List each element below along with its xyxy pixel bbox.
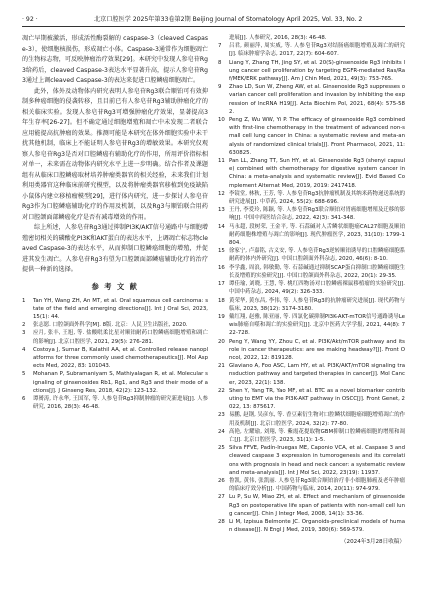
reference-item xyxy=(218,206,405,222)
reference-item xyxy=(22,321,208,329)
reference-number: 4 xyxy=(22,346,26,353)
reference-item xyxy=(218,264,405,280)
reference-text: Costoya J, Surnar B, Kalathil AA, et al. Controlled release nanoplatforms for three commonly used chemotherapeutics[J]. Mol Aspects Med, 2022, 83: 101043. xyxy=(33,346,208,370)
reference-number: 15 xyxy=(218,248,225,255)
reference-text: Zhao LD, Sun W, Zheng AW, et al. Ginsenoside Rg3 suppresses ovarian cancer cell proliferation and invasion by inhibiting the expression of lncRNA H19[J]. Acta Biochim Pol, 2021, 68(4): 575-582. xyxy=(229,84,405,115)
reference-item xyxy=(218,518,405,534)
reference-item xyxy=(218,116,405,157)
reference-item xyxy=(218,411,405,427)
reference-item xyxy=(218,190,405,206)
body-paragraph: 综上所述，人参皂苷Rg3通过抑制PI3K/AKT信号通路中与细胞增殖密切相关的磷酸化PI3K和AKT蛋白的表达水平，上调凋亡标志物cleaved Caspase-3的表达水平，从而抑制口腔鳞癌细胞的增殖，并促进其发生凋亡。人参皂苷Rg3有望为口腔颌面部鳞癌辅助化疗的治疗提供一种新的选择。 xyxy=(22,224,208,273)
reference-list-left xyxy=(22,297,208,412)
reference-text: Li M, Izpisua Belmonte JC. Organoids-preclinical models of human disease[J]. N Engl J Med, 2019, 380(6): 569-579. xyxy=(229,518,405,534)
reference-text: Tan YH, Wang ZH, An MT, et al. Oral squamous cell carcinoma: state of the field and emerging directions[J]. Int J Oral Sci, 2023, 15(1): 44. xyxy=(33,297,208,320)
reference-item xyxy=(218,223,405,248)
reference-number: 23 xyxy=(218,412,225,419)
reference-number: 19 xyxy=(218,313,225,320)
reference-text: 进展[J]. 人参研究, 2016, 28(3): 46-48. xyxy=(229,35,327,41)
reference-item xyxy=(218,59,405,84)
reference-number: 28 xyxy=(218,518,225,525)
reference-text: 谭赟涛, 许永华, 王国军, 等. 人参皂苷Rg3抑制肿瘤的研究新进展[J]. 人参研究, 2016, 28(3): 46-48. xyxy=(33,395,208,411)
page-number: · 92 · xyxy=(22,16,38,23)
reference-number: 21 xyxy=(218,363,225,370)
references-title: 参 考 文 献 xyxy=(91,281,139,291)
reference-text: Peng Z, Wu WW, Yi P. The efficacy of ginsenoside Rg3 combined with first-line chemotherapy in the treatment of advanced non-small cell lung cancer in China: a systematic review and meta-analysis of randomized clinical trials[J]. Front Pharmacol, 2021, 11: 630825. xyxy=(229,117,405,156)
reference-text: 应月, 张丰, 王旭, 等. 盐酸吡柔比星对顺铂耐药口腔鳞癌细胞增殖和凋亡的影响[J]. 北京口腔医学, 2021, 29(5): 276-281. xyxy=(33,330,208,345)
reference-item xyxy=(22,395,208,411)
reference-item xyxy=(22,297,208,322)
left-column xyxy=(22,34,208,411)
reference-text: 谭佳瑜, 刘晓, 王慧, 等. 桃红四物汤对口腔鳞癌裸鼠移植瘤的实验研究[J]. 中国中药杂志, 2024, 49(2): 326-333. xyxy=(229,281,405,296)
reference-number: 25 xyxy=(218,445,225,452)
reference-text: Lu P, Su W, Miao ZH, et al. Effect and mechanism of ginsenoside Rg3 on postoperative life span of patients with non-small cell lung cancer[J]. Chin J Integr Med, 2008, 14(1): 33-36. xyxy=(229,494,405,517)
received-date: （2024年3月28日收稿） xyxy=(340,539,405,546)
reference-text: 王丹, 李爱玲, 陈颖, 等. 人参皂苷Rg3联合顺铂对胃癌细胞增殖及迁移的影响[J]. 中国中西医结合杂志, 2022, 42(3): 341-348. xyxy=(229,207,405,222)
reference-text: 李学鑫, 周浪, 韩敏勤, 等. 石蒜碱通过抑制SCAP蛋白抑制口腔鳞癌细胞生长及增殖的实验研究[J]. 中国口腔颌面外科杂志, 2022, 20(1): 29-35. xyxy=(229,264,405,279)
reference-item xyxy=(218,157,405,190)
reference-text: 吕君, 颜丽萍, 周实威, 等. 人参皂苷Rg3对结肠癌细胞增殖及凋亡的研究[J]. 临床肿瘤学杂志, 2017, 22(7): 604-607. xyxy=(229,43,405,58)
reference-text: 鲁凯, 黄伟, 张凯丽. 人参皂苷Rg3联合顺铂治疗非小细胞肺癌及老年肿瘤的临床疗效分析[J]. 中国药物与临床, 2014, 20(11): 974-979. xyxy=(229,477,405,493)
reference-item xyxy=(218,42,405,58)
reference-text: Liang Y, Zhang TH, Jing SY, et al. 20(S)-ginsenoside Rg3 inhibits lung cancer cell proliferation by targeting EGFR-mediated Ras/Raf/MEK/ERK pathway[J]. Am J Chin Med, 2021, 49(3): 753-765. xyxy=(229,59,405,83)
reference-text: 徐家宁, 卢嘉铭, 古义安, 等. 人参皂苷Rg3逆转顺铂诱导的口腔鳞癌细胞系耐药的体内外研究[J]. 中国口腔颌面外科杂志, 2020, 46(6): 8-10. xyxy=(229,248,405,263)
reference-text: 高艳, 左耀瑜, 刘翔, 等. 紫霞花提取物GBM抑制口腔鳞癌细胞的增殖和凋亡[J]. 北京口腔医学, 2023, 31(1): 1-5. xyxy=(229,428,405,443)
reference-list-right xyxy=(218,34,405,534)
reference-number: 11 xyxy=(218,158,225,165)
reference-text: 易鹏, 赵钢, 吴彦东, 等. 香豆素衍生物对口腔鳞状细胞癌细胞增殖凋亡的作用及机制[J]. 北京口腔医学, 2024, 32(2): 77-80. xyxy=(229,412,405,427)
reference-number: 27 xyxy=(218,494,225,501)
reference-text: 李镜堂, 林秋, 王芳, 等. 人参皂苷Rg3抗肿瘤机制及其纳米药物递送系统的研究进展[J]. 中草药, 2024, 55(2): 688-696. xyxy=(229,190,405,206)
reference-item xyxy=(218,83,405,116)
reference-number: 6 xyxy=(22,395,26,402)
reference-item xyxy=(218,428,405,444)
body-paragraph: 此外，体外及动物体内研究表明人参皂苷Rg3联合顺铂可有效抑制多种癌细胞的侵袭转移，且目前已有人参皂苷Rg3辅助肿瘤化疗的相关临床实验。发现人参皂苷Rg3可增强肿瘤化疗效果，显著提高3年生存率[26-27]。但不确定通过细胞增殖和凋亡中未发现二者联合应用能提高抗肿瘤的效果。推测可能是本研究在体外细胞实验中未干扰其他机制，临床上不能证明人参皂苷Rg3的增敏效果。本研究仅观察人参皂苷Rg3是否对口腔鳞癌有辅助化疗的作用，所用评价指标相对单一，未来需在动物体内研究水平上进一步明确。结合作者及课题组有从临床口腔鳞癌取材培养肿瘤类器官的相关经验，未来我们计划利用类器官这种临床前研究模型，以及将肿瘤类器官移植到免疫缺陷小鼠体内建立移植瘤模型[29]，进行体内研究，进一步探讨人参皂苷Rg3作为口腔鳞癌辅助化疗的作用及机制，以及Rg3与顺铂联合用药对口腔颌面部鳞癌化疗是否有减毒增效的作用。 xyxy=(22,87,208,221)
reference-text: Pan LL, Zhang TT, Sun HY, et al. Ginsenoside Rg3 (shenyi capsule) combined with chemotherapy for digestive system cancer in China: a meta-analysis and systematic review[J]. Evid Based Complement Alternat Med, 2019, 2019: 2417418. xyxy=(229,158,405,189)
reference-item xyxy=(218,444,405,477)
reference-item xyxy=(218,280,405,296)
reference-item xyxy=(218,338,405,363)
reference-number: 2 xyxy=(22,322,26,329)
body-paragraph: 凋亡早期被激活，形成活性酶裂解的 caspase-3（cleaved Caspase-3），使细胞核损伤，形成凋亡小体。Caspase-3通常作为细胞凋亡的生物标志物，可反映肿瘤治疗效果[29]。本研究中发现人参皂苷Rg3给药后，cleaved Caspase-3表达水平显著升高，提示人参皂苷Rg3通过上调cleaved Caspase-3的表达来促进口腔鳞癌细胞凋亡。 xyxy=(22,35,208,84)
reference-text: 张志愿. 口腔颌面外科学[M]. 8版. 北京：人民卫生出版社, 2020. xyxy=(33,322,188,329)
reference-number: 7 xyxy=(218,43,222,50)
reference-item xyxy=(218,247,405,263)
reference-item xyxy=(218,34,405,42)
reference-item xyxy=(218,387,405,412)
reference-text: 黄荣华, 黄东昌, 李伟, 等. 人参皂苷Rg3的抗肿瘤研究进展[J]. 现代药物与临床, 2023, 38(12): 3174-3180. xyxy=(229,297,405,312)
reference-item xyxy=(218,477,405,493)
reference-text: Silva FFVE, Padín-Iruegas ME, Caponio VCA, et al. Caspase 3 and cleaved caspase 3 expression in tumorogenesis and its correlations with prognosis in head and neck cancer: a systematic review and meta-analysis[J]. Int J Mol Sci, 2022, 23(19): 11937. xyxy=(229,445,405,476)
reference-item xyxy=(218,297,405,313)
right-column xyxy=(218,34,405,545)
reference-number: 22 xyxy=(218,387,225,394)
reference-number: 1 xyxy=(22,297,26,304)
reference-number: 14 xyxy=(218,223,225,230)
reference-text: Shen Y, Yang TR, Yao MF, et al. BTC as a novel biomarker contributing to EMT via the PI3K-AKT pathway in OSCC[J]. Front Genet, 2022, 13: 875617. xyxy=(229,387,405,411)
running-title: 北京口腔医学 2025年第33卷第2期 Beijing Journal of Stomatology April 2025, Vol. 33, No. 2 xyxy=(94,16,363,23)
reference-number: 16 xyxy=(218,264,225,271)
reference-number: 12 xyxy=(218,190,225,197)
reference-number: 26 xyxy=(218,477,225,484)
reference-number: 5 xyxy=(22,371,26,378)
reference-number: 17 xyxy=(218,281,225,288)
reference-text: 马永超, 段树荣, 王金平, 等. 石蒜碱对人舌鳞状细胞癌CAL27细胞及顺铂耐药细胞株增殖与凋亡的影响[J]. 现代肿瘤医学, 2023, 31(10): 1799-1804. xyxy=(229,223,405,247)
reference-number: 13 xyxy=(218,207,225,214)
running-header xyxy=(22,14,405,27)
reference-item xyxy=(22,370,208,395)
reference-number: 10 xyxy=(218,117,225,124)
reference-number: 24 xyxy=(218,428,225,435)
reference-text: Mohanan P, Subramaniyam S, Mathiyalagan R, et al. Molecular signaling of ginsenosides Rb1, Rg1, and Rg3 and their mode of actions[J]. J Ginseng Res, 2018, 42(2): 123-132. xyxy=(33,371,208,394)
reference-item xyxy=(22,329,208,345)
reference-text: Glaviano A, Foo ASC, Lam HY, et al. PI3K/AKT/mTOR signaling transduction pathway and targeted therapies in cancer[J]. Mol Cancer, 2023, 22(1): 138. xyxy=(229,363,405,386)
reference-number: 18 xyxy=(218,297,225,304)
reference-item xyxy=(218,313,405,338)
reference-item xyxy=(218,362,405,387)
reference-text: Peng Y, Wang YY, Zhou C, et al. PI3K/Akt/mTOR pathway and its role in cancer therapeutics: are we making headway?[J]. Front Oncol, 2022, 12: 819128. xyxy=(229,338,405,361)
reference-number: 20 xyxy=(218,338,225,345)
reference-number: 9 xyxy=(218,84,222,91)
reference-text: 戴红翔, 赵雅, 陈亚丽, 等. 四氯化碳抑制PI3K-AKT-mTOR信号通路诱导Lewis肺癌自噬和凋亡的实验研究[J]. 北京中医药大学学报, 2021, 44(8): 722-728. xyxy=(229,313,405,337)
reference-number: 3 xyxy=(22,330,26,337)
reference-number: 8 xyxy=(218,59,222,66)
reference-item xyxy=(22,346,208,371)
reference-item xyxy=(218,493,405,518)
